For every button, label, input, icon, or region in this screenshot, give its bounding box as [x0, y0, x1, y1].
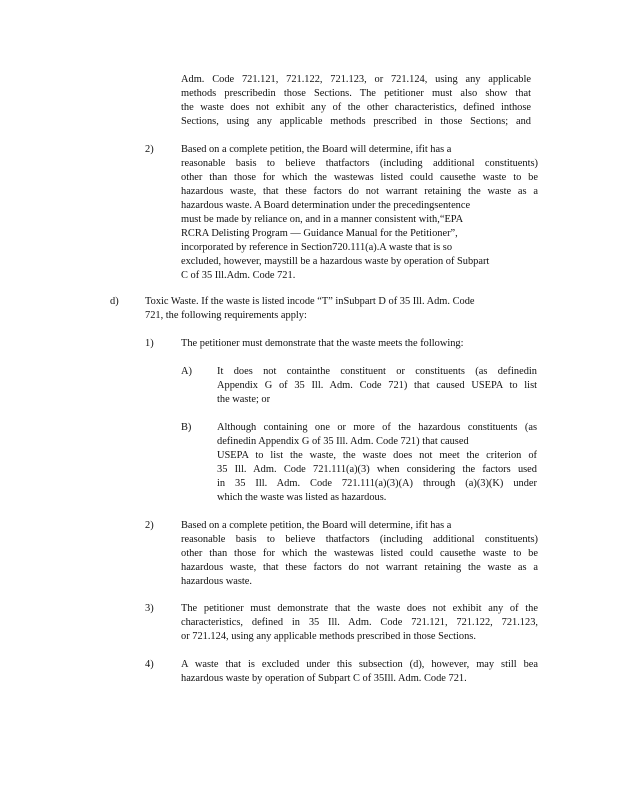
text-line: reasonable basis to believe thatfactors (including additional constituents) — [181, 534, 538, 545]
text-line: Adm. Code 721.121, 721.122, 721.123, or 721.124, using any applicable — [181, 74, 531, 85]
text-line: A waste that is excluded under this subsection (d), however, may still bea — [181, 659, 538, 670]
text-line: hazardous waste. A Board determination under the precedingsentence — [181, 200, 471, 211]
text-line: in 35 Ill. Adm. Code 721.111(a)(3)(A) through (a)(3)(K) under — [217, 478, 537, 489]
text-line: other than those for which the wastewas listed could causethe waste to be — [181, 548, 538, 559]
text-line: reasonable basis to believe thatfactors (including additional constituents) — [181, 158, 538, 169]
list-label: d) — [110, 296, 119, 307]
text-line: hazardous waste by operation of Subpart C of 35Ill. Adm. Code 721. — [181, 673, 467, 684]
text-line: the waste; or — [217, 394, 271, 405]
text-line: which the waste was listed as hazardous. — [217, 492, 387, 503]
text-line: or 721.124, using any applicable methods prescribed in those Sections. — [181, 631, 476, 642]
text-line: excluded, however, maystill be a hazardous waste by operation of Subpart — [181, 256, 490, 267]
text-line: Appendix G of 35 Ill. Adm. Code 721) that caused USEPA to list — [217, 380, 537, 391]
text-line: 35 Ill. Adm. Code 721.111(a)(3) when considering the factors used — [217, 464, 537, 475]
text-line: hazardous waste. — [181, 576, 252, 587]
text-line: Based on a complete petition, the Board will determine, ifit has a — [181, 520, 452, 531]
text-line: characteristics, defined in 35 Ill. Adm. Code 721.121, 721.122, 721.123, — [181, 617, 538, 628]
text-line: the waste does not exhibit any of the other characteristics, defined inthose — [181, 102, 531, 113]
list-label: 1) — [145, 338, 154, 349]
text-line: definedin Appendix G of 35 Ill. Adm. Code 721) that caused — [217, 436, 469, 447]
list-label: 3) — [145, 603, 154, 614]
text-line: Based on a complete petition, the Board will determine, ifit has a — [181, 144, 452, 155]
text-line: Although containing one or more of the hazardous constituents (as — [217, 422, 537, 433]
text-line: incorporated by reference in Section720.111(a).A waste that is so — [181, 242, 453, 253]
text-line: Sections, using any applicable methods prescribed in those Sections; and — [181, 116, 531, 127]
text-line: C of 35 Ill.Adm. Code 721. — [181, 270, 296, 281]
list-label: A) — [181, 366, 192, 377]
text-line: 721, the following requirements apply: — [145, 310, 307, 321]
list-label: B) — [181, 422, 192, 433]
text-line: It does not containthe constituent or constituents (as definedin — [217, 366, 537, 377]
text-line: hazardous waste, that these factors do not warrant retaining the waste as a — [181, 186, 538, 197]
text-line: hazardous waste, that these factors do not warrant retaining the waste as a — [181, 562, 538, 573]
list-label: 2) — [145, 520, 154, 531]
text-line: USEPA to list the waste, the waste does not meet the criterion of — [217, 450, 537, 461]
list-label: 4) — [145, 659, 154, 670]
text-line: The petitioner must demonstrate that the waste meets the following: — [181, 338, 464, 349]
list-label: 2) — [145, 144, 154, 155]
text-line: Toxic Waste. If the waste is listed incode “T” inSubpart D of 35 Ill. Adm. Code — [145, 296, 475, 307]
text-line: methods prescribedin those Sections. The petitioner must also show that — [181, 88, 531, 99]
text-line: other than those for which the wastewas listed could causethe waste to be — [181, 172, 538, 183]
text-line: must be made by reliance on, and in a manner consistent with,“EPA — [181, 214, 464, 225]
text-line: The petitioner must demonstrate that the waste does not exhibit any of the — [181, 603, 538, 614]
text-line: RCRA Delisting Program — Guidance Manual for the Petitioner”, — [181, 228, 458, 239]
